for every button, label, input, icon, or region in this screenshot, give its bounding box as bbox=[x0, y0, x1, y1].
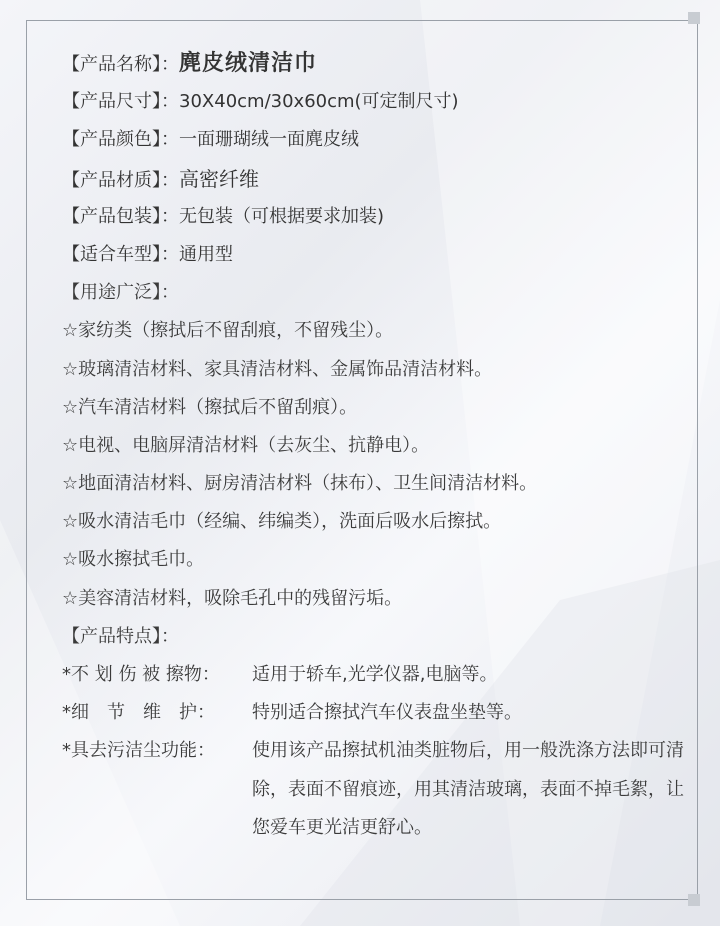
feature-row bbox=[62, 656, 692, 694]
features-heading: 【产品特点】： bbox=[62, 625, 179, 647]
spec-row-size bbox=[62, 83, 692, 121]
spec-key: 【产品尺寸】： bbox=[62, 91, 179, 113]
spec-row-vehicle bbox=[62, 236, 692, 274]
spec-key: 【产品颜色】： bbox=[62, 129, 179, 151]
feature-value: 适用于轿车,光学仪器,电脑等。 bbox=[252, 664, 498, 685]
product-description bbox=[62, 45, 692, 847]
spec-row-material bbox=[62, 160, 692, 198]
spec-value: 30X40cm/30x60cm(可定制尺寸) bbox=[179, 91, 459, 113]
spec-row-packaging bbox=[62, 198, 692, 236]
feature-key: *具去污洁尘功能： bbox=[62, 740, 215, 762]
use-item: ☆地面清洁材料、厨房清洁材料（抹布）、卫生间清洁材料。 bbox=[62, 473, 538, 495]
spec-row-color bbox=[62, 121, 692, 159]
spec-key: 【产品包装】： bbox=[62, 205, 179, 227]
use-item: ☆电视、电脑屏清洁材料（去灰尘、抗静电）。 bbox=[62, 434, 430, 456]
spec-value: 高密纤维 bbox=[179, 166, 259, 191]
corner-decoration-bottom-right bbox=[688, 894, 700, 906]
spec-row-name bbox=[62, 45, 692, 83]
spec-value: 无包装（可根据要求加装) bbox=[179, 205, 385, 227]
use-item: ☆吸水清洁毛巾（经编、纬编类），洗面后吸水后擦拭。 bbox=[62, 511, 502, 533]
feature-value: 使用该产品擦拭机油类脏物后，用一般洗涤方法即可清除，表面不留痕迹，用其清洁玻璃，表面不掉毛絮，让您爱车更光洁更舒心。 bbox=[252, 740, 684, 838]
use-item: ☆吸水擦拭毛巾。 bbox=[62, 549, 205, 571]
use-item: ☆汽车清洁材料（擦拭后不留刮痕）。 bbox=[62, 396, 358, 418]
feature-value: 特别适合擦拭汽车仪表盘坐垫等。 bbox=[252, 702, 522, 724]
spec-key: 【适合车型】： bbox=[62, 243, 179, 265]
use-item: ☆玻璃清洁材料、家具清洁材料、金属饰品清洁材料。 bbox=[62, 358, 493, 380]
feature-row bbox=[62, 732, 692, 847]
spec-value: 麂皮绒清洁巾 bbox=[179, 51, 318, 76]
feature-key: *细 节 维 护： bbox=[62, 702, 215, 724]
spec-key: 【产品材质】： bbox=[62, 169, 179, 191]
feature-key: *不 划 伤 被 擦物： bbox=[62, 664, 220, 685]
use-item: ☆家纺类（擦拭后不留刮痕，不留残尘）。 bbox=[62, 320, 394, 342]
corner-decoration-top-right bbox=[688, 12, 700, 24]
spec-key: 【产品名称】： bbox=[62, 54, 179, 75]
feature-row bbox=[62, 694, 692, 732]
spec-value: 一面珊瑚绒一面麂皮绒 bbox=[179, 129, 359, 151]
uses-heading: 【用途广泛】： bbox=[62, 282, 179, 304]
use-item: ☆美容清洁材料，吸除毛孔中的残留污垢。 bbox=[62, 587, 403, 609]
spec-value: 通用型 bbox=[179, 243, 233, 265]
